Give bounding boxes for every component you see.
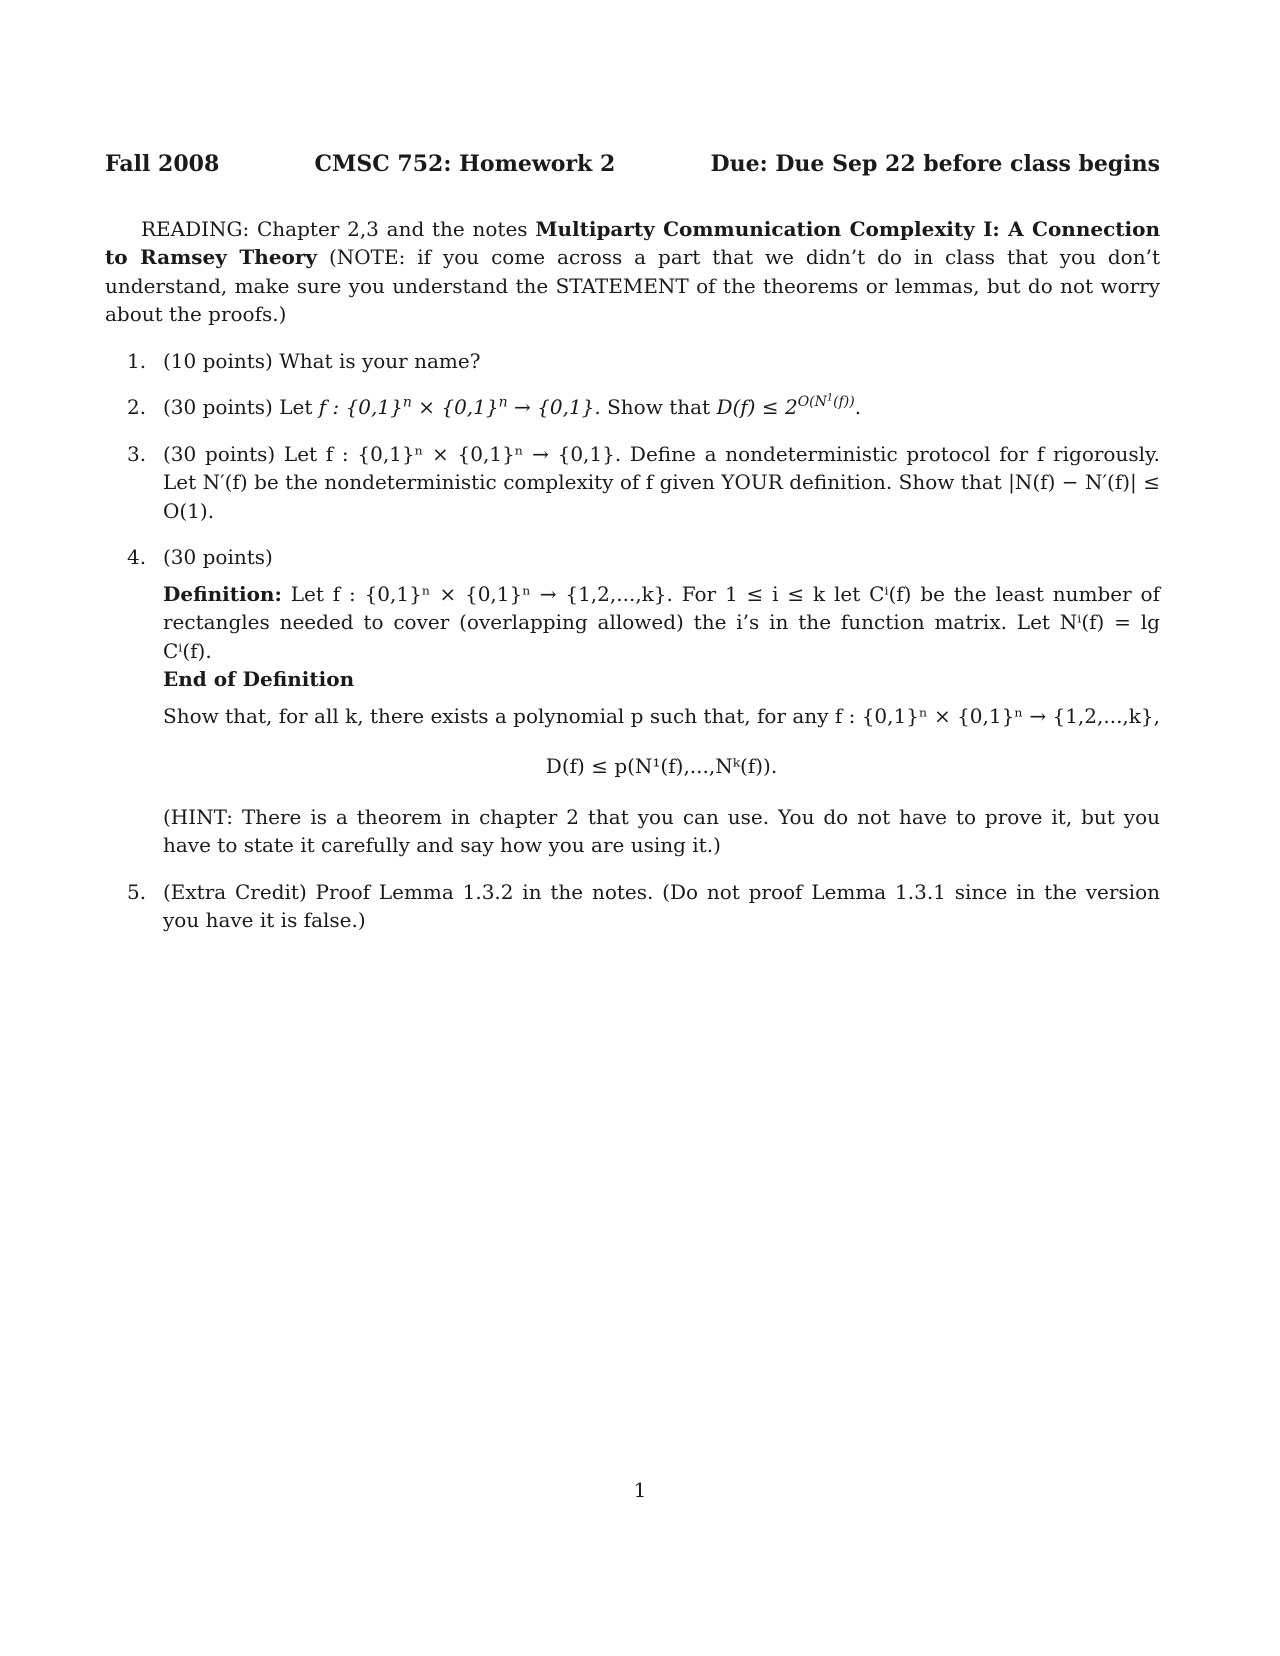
math-bound: $D(f) \le 2^{O(N^1(f))}$ bbox=[716, 392, 855, 419]
reading-paragraph bbox=[105, 215, 1160, 329]
question-list bbox=[105, 347, 1160, 935]
question-number: 2. bbox=[127, 395, 147, 419]
question-text: Show that, for all k, there exists a polynomial p such that, for any f : {0,1}ⁿ × {0,1}ⁿ → {1,2,...,k}, bbox=[163, 703, 1160, 728]
question-number: 4. bbox=[127, 545, 147, 569]
page-number: 1 bbox=[633, 1478, 647, 1502]
question-2: 2. (30 points) Let f : $\{0,1\}^n \times \{0,1\}^n \to \{0,1\}$. Show that $D(f) \le 2^{O(N^1(f))}$. bbox=[105, 393, 1160, 422]
question-points: (30 points) bbox=[163, 395, 273, 419]
display-equation: D(f) ≤ p(N¹(f),...,Nᵏ(f)). bbox=[545, 754, 778, 778]
question-text: (Extra Credit) Proof Lemma 1.3.2 in the notes. (Do not proof Lemma 1.3.1 since in the version you have it is false.) bbox=[163, 879, 1160, 932]
reading-note: (NOTE: if you come across a part that we didn’t do in class that you don’t understand, make sure you understand the STATEMENT of the theorems or lemmas, but do not worry about the proofs.) bbox=[105, 245, 1160, 326]
definition-end: End of Definition bbox=[163, 667, 355, 691]
question-3 bbox=[105, 440, 1160, 526]
question-number: 3. bbox=[127, 441, 147, 466]
course-title: CMSC 752: Homework 2 bbox=[314, 151, 616, 177]
math-domain: f : $\{0,1\}^n \times \{0,1\}^n \to \{0,1\}$. bbox=[318, 394, 601, 419]
question-points: (30 points) bbox=[163, 545, 273, 569]
definition-block bbox=[163, 580, 1160, 694]
question-text-show: Show that bbox=[600, 395, 717, 419]
question-text: (30 points) Let f : {0,1}ⁿ × {0,1}ⁿ → {0,1}. Define a nondeterministic protocol for f rigorously. Let N′(f) be the nondeterministic complexity of f given YOUR definition. Show that |N(f) − N′(f)| ≤ O(1). bbox=[163, 441, 1160, 523]
question-1 bbox=[105, 347, 1160, 376]
question-5 bbox=[105, 878, 1160, 935]
definition-text: Let f : {0,1}ⁿ × {0,1}ⁿ → {1,2,...,k}. For 1 ≤ i ≤ k let Cⁱ(f) be the least number of rectangles needed to cover (overlapping allowed) the i’s in the function matrix. Let Nⁱ(f) = lg Cⁱ(f). bbox=[163, 581, 1160, 663]
document-page bbox=[105, 150, 1160, 953]
term-label: Fall 2008 bbox=[105, 151, 220, 177]
definition-label: Definition: bbox=[163, 581, 282, 606]
question-text-pre: Let bbox=[279, 395, 319, 419]
hint-text: (HINT: There is a theorem in chapter 2 that you can use. You do not have to prove it, but you have to state it carefully and say how you are using it.) bbox=[163, 804, 1160, 857]
question-number: 1. bbox=[127, 348, 147, 373]
reading-lead: READING: Chapter 2,3 and the notes bbox=[141, 216, 536, 241]
due-date: Due: Due Sep 22 before class begins bbox=[710, 151, 1160, 177]
header bbox=[105, 150, 1160, 179]
reading-title: Multiparty Communication Complexity I: A Connection to Ramsey Theory bbox=[105, 216, 1160, 269]
question-number: 5. bbox=[127, 879, 147, 904]
question-text: (10 points) What is your name? bbox=[163, 348, 481, 373]
question-4 bbox=[105, 543, 1160, 860]
